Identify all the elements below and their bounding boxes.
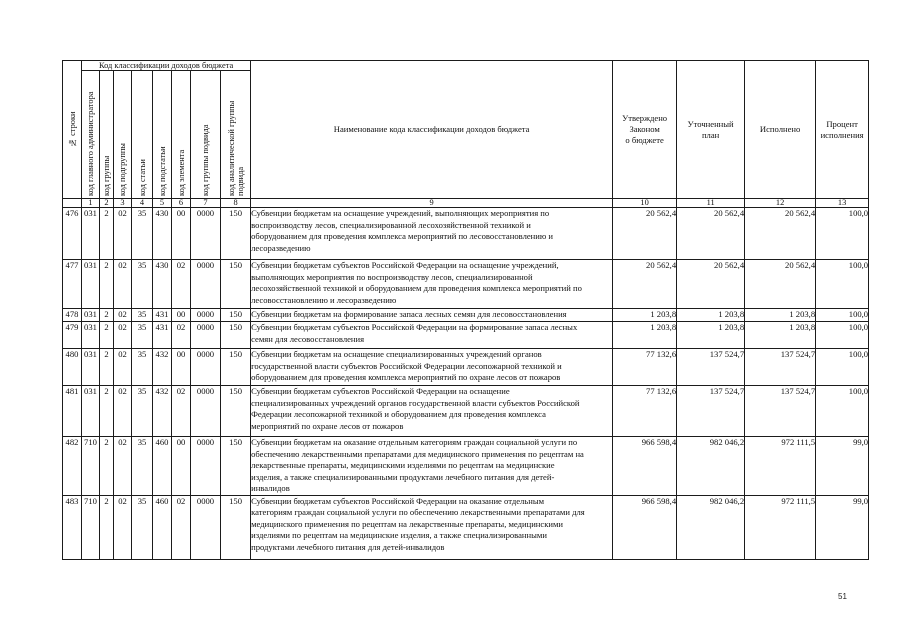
header-approved — [613, 61, 677, 199]
executed-amount-cell: 20 562,4 — [745, 208, 816, 260]
income-name-line: оборудованием для проведения комплекса мероприятий по лесовосстановлению и — [251, 231, 554, 241]
revised-plan-amount-cell: 137 524,7 — [677, 349, 745, 386]
column-number: 6 — [172, 199, 191, 208]
group-code-cell: 2 — [100, 437, 114, 496]
income-name-line: воспроизводству лесов, специализированной лесохозяйственной техникой и — [251, 219, 531, 230]
column-number: 12 — [745, 199, 816, 208]
subgroup-code-cell: 02 — [114, 309, 132, 322]
header-income-name: Наименование кода классификации доходов бюджета — [251, 61, 613, 199]
revised-plan-amount-cell: 1 203,8 — [677, 309, 745, 322]
header-subgroup-code-label: код подгруппы — [118, 143, 127, 196]
revised-plan-amount-cell: 982 046,2 — [677, 437, 745, 496]
element-code-cell: 00 — [172, 309, 191, 322]
row-number-cell: 481 — [63, 386, 82, 437]
article-code-cell: 35 — [132, 349, 153, 386]
subtype-group-code-cell: 0000 — [191, 260, 221, 309]
element-code-cell: 00 — [172, 208, 191, 260]
income-name-line: мероприятий по охране лесов от пожаров — [251, 420, 404, 431]
income-name-line: изделия, а также специализированными продуктами лечебного питания для детей- — [251, 471, 555, 482]
admin-code-cell: 031 — [82, 260, 100, 309]
article-code-cell: 35 — [132, 208, 153, 260]
header-percent-line: исполнения — [820, 129, 864, 140]
header-subarticle-code-label: код подстатьи — [157, 146, 167, 196]
income-name-line: лесовосстановлению и лесоразведению — [251, 294, 397, 305]
income-name-line: государственной власти субъектов Российской Федерации лесопожарной техникой и — [251, 360, 562, 371]
header-revised-plan — [677, 61, 745, 199]
analytic-group-code-cell: 150 — [221, 349, 251, 386]
revised-plan-amount-cell: 1 203,8 — [677, 322, 745, 349]
column-number: 3 — [114, 199, 132, 208]
table-row — [63, 322, 869, 349]
header-analytic-group-code — [221, 71, 251, 199]
analytic-group-code-cell: 150 — [221, 437, 251, 496]
article-code-cell: 35 — [132, 322, 153, 349]
header-subtype-group-code — [191, 71, 221, 199]
admin-code-cell: 031 — [82, 349, 100, 386]
header-approved-line: Утверждено — [622, 113, 668, 123]
header-row-number — [63, 61, 82, 199]
subarticle-code-cell: 432 — [153, 386, 172, 437]
income-name-line: Субвенции бюджетам субъектов Российской Федерации на оснащение — [251, 386, 510, 396]
subgroup-code-cell: 02 — [114, 437, 132, 496]
income-name-line: Субвенции бюджетам субъектов Российской Федерации на формирование запаса лесных — [251, 322, 578, 332]
execution-percent-cell: 100,0 — [816, 322, 869, 349]
subgroup-code-cell: 02 — [114, 495, 132, 559]
header-admin-code-label: код главного администратора — [86, 91, 95, 196]
analytic-group-code-cell: 150 — [221, 495, 251, 559]
subtype-group-code-cell: 0000 — [191, 349, 221, 386]
element-code-cell: 02 — [172, 322, 191, 349]
analytic-group-code-cell: 150 — [221, 208, 251, 260]
header-article-code-label: код статьи — [137, 159, 147, 196]
income-name-line: семян для лесовосстановления — [251, 333, 365, 344]
column-number: 2 — [100, 199, 114, 208]
row-number-cell: 480 — [63, 349, 82, 386]
column-number: 1 — [82, 199, 100, 208]
income-name-line: лесоразведению — [251, 242, 311, 253]
income-name-line: изделиями по рецептам на медицинские изделия, а также специализированными — [251, 530, 547, 540]
subgroup-code-cell: 02 — [114, 208, 132, 260]
row-number-cell: 479 — [63, 322, 82, 349]
execution-percent-cell: 100,0 — [816, 349, 869, 386]
subtype-group-code-cell: 0000 — [191, 309, 221, 322]
page-number: 51 — [838, 592, 847, 601]
revised-plan-amount-cell: 137 524,7 — [677, 386, 745, 437]
article-code-cell: 35 — [132, 386, 153, 437]
element-code-cell: 02 — [172, 260, 191, 309]
executed-amount-cell: 972 111,5 — [745, 437, 816, 496]
subtype-group-code-cell: 0000 — [191, 386, 221, 437]
table-body — [63, 208, 869, 560]
column-number-row — [63, 199, 869, 208]
income-name-line: Субвенции бюджетам субъектов Российской Федерации на оказание отдельным — [251, 495, 545, 506]
header-classification-code: Код классификации доходов бюджета — [82, 61, 251, 71]
approved-amount-cell: 20 562,4 — [613, 260, 677, 309]
header-row-number-label: № строки — [67, 110, 77, 147]
admin-code-cell: 031 — [82, 322, 100, 349]
subgroup-code-cell: 02 — [114, 260, 132, 309]
income-name-line: Субвенции бюджетам субъектов Российской Федерации на оснащение учреждений, — [251, 260, 559, 270]
article-code-cell: 35 — [132, 437, 153, 496]
table-row — [63, 437, 869, 496]
table-row — [63, 349, 869, 386]
admin-code-cell: 031 — [82, 309, 100, 322]
income-name-line: Субвенции бюджетам на оснащение учреждений, выполняющих мероприятия по — [251, 208, 550, 218]
income-name-cell — [251, 309, 613, 322]
subgroup-code-cell: 02 — [114, 322, 132, 349]
execution-percent-cell: 100,0 — [816, 208, 869, 260]
executed-amount-cell: 1 203,8 — [745, 309, 816, 322]
executed-amount-cell: 137 524,7 — [745, 386, 816, 437]
header-group-code-label: код группы — [102, 155, 111, 196]
income-name-line: Субвенции бюджетам на оказание отдельным категориям граждан социальной услуги по — [251, 437, 578, 447]
subarticle-code-cell: 430 — [153, 208, 172, 260]
group-code-cell: 2 — [100, 495, 114, 559]
admin-code-cell: 031 — [82, 208, 100, 260]
column-number: 11 — [677, 199, 745, 208]
header-element-code — [172, 71, 191, 199]
article-code-cell: 35 — [132, 309, 153, 322]
column-number: 10 — [613, 199, 677, 208]
income-name-cell — [251, 322, 613, 349]
header-execution-percent — [816, 61, 869, 199]
admin-code-cell: 031 — [82, 386, 100, 437]
subtype-group-code-cell: 0000 — [191, 322, 221, 349]
group-code-cell: 2 — [100, 309, 114, 322]
column-number: 9 — [251, 199, 613, 208]
row-number-cell: 476 — [63, 208, 82, 260]
header-approved-line: Законом — [629, 124, 660, 134]
header-group-code — [100, 71, 114, 199]
income-name-line: лесохозяйственной техникой и оборудованием для проведения комплекса мероприятий по — [251, 283, 582, 293]
table-row — [63, 386, 869, 437]
row-number-cell: 483 — [63, 495, 82, 559]
income-name-cell — [251, 437, 613, 496]
budget-income-table — [62, 60, 869, 560]
subtype-group-code-cell: 0000 — [191, 208, 221, 260]
header-revised-plan-line: Уточненный — [687, 118, 734, 129]
executed-amount-cell: 1 203,8 — [745, 322, 816, 349]
element-code-cell: 00 — [172, 437, 191, 496]
element-code-cell: 00 — [172, 349, 191, 386]
group-code-cell: 2 — [100, 322, 114, 349]
group-code-cell: 2 — [100, 260, 114, 309]
analytic-group-code-cell: 150 — [221, 322, 251, 349]
execution-percent-cell: 99,0 — [816, 437, 869, 496]
income-name-line: категориям граждан социальной услуги по обеспечению лекарственными препаратами для — [251, 507, 585, 517]
element-code-cell: 02 — [172, 386, 191, 437]
revised-plan-amount-cell: 20 562,4 — [677, 260, 745, 309]
subarticle-code-cell: 431 — [153, 309, 172, 322]
header-approved-line: о бюджете — [625, 135, 664, 145]
column-number: 7 — [191, 199, 221, 208]
header-admin-code — [82, 71, 100, 199]
approved-amount-cell: 966 598,4 — [613, 437, 677, 496]
article-code-cell: 35 — [132, 495, 153, 559]
income-name-line: обеспечению лекарственными препаратами для медицинского применения по рецептам на — [251, 448, 584, 459]
subarticle-code-cell: 432 — [153, 349, 172, 386]
header-subarticle-code — [153, 71, 172, 199]
column-number-blank — [63, 199, 82, 208]
analytic-group-code-cell: 150 — [221, 386, 251, 437]
executed-amount-cell: 972 111,5 — [745, 495, 816, 559]
approved-amount-cell: 20 562,4 — [613, 208, 677, 260]
income-name-line: оборудованием для проведения комплекса мероприятий по охране лесов от пожаров — [251, 372, 561, 382]
table-row — [63, 495, 869, 559]
income-name-cell — [251, 386, 613, 437]
column-number: 13 — [816, 199, 869, 208]
approved-amount-cell: 77 132,6 — [613, 386, 677, 437]
executed-amount-cell: 20 562,4 — [745, 260, 816, 309]
subarticle-code-cell: 460 — [153, 495, 172, 559]
header-executed: Исполнено — [745, 61, 816, 199]
header-article-code — [132, 71, 153, 199]
income-name-cell — [251, 495, 613, 559]
income-name-cell — [251, 349, 613, 386]
header-subtype-group-code-label: код группы подвида — [201, 124, 210, 196]
income-name-cell — [251, 208, 613, 260]
revised-plan-amount-cell: 20 562,4 — [677, 208, 745, 260]
income-name-line: медицинского применения по рецептам на лекарственные препараты, медицинскими — [251, 518, 564, 529]
column-number: 5 — [153, 199, 172, 208]
execution-percent-cell: 99,0 — [816, 495, 869, 559]
header-subgroup-code — [114, 71, 132, 199]
approved-amount-cell: 1 203,8 — [613, 322, 677, 349]
subtype-group-code-cell: 0000 — [191, 495, 221, 559]
group-code-cell: 2 — [100, 349, 114, 386]
subarticle-code-cell: 431 — [153, 322, 172, 349]
admin-code-cell: 710 — [82, 437, 100, 496]
approved-amount-cell: 1 203,8 — [613, 309, 677, 322]
subtype-group-code-cell: 0000 — [191, 437, 221, 496]
subgroup-code-cell: 02 — [114, 386, 132, 437]
header-percent-line: Процент — [826, 118, 858, 129]
income-name-cell — [251, 260, 613, 309]
income-name-line: выполняющих мероприятия по воспроизводству лесов, специализированной — [251, 271, 533, 282]
subarticle-code-cell: 430 — [153, 260, 172, 309]
approved-amount-cell: 77 132,6 — [613, 349, 677, 386]
row-number-cell: 482 — [63, 437, 82, 496]
header-analytic-group-code-label: код аналитической группы подвида — [226, 100, 245, 196]
executed-amount-cell: 137 524,7 — [745, 349, 816, 386]
column-number: 8 — [221, 199, 251, 208]
income-name-line: Федерации лесопожарной техникой и оборудованием для проведения комплекса — [251, 409, 546, 419]
element-code-cell: 02 — [172, 495, 191, 559]
column-number: 4 — [132, 199, 153, 208]
analytic-group-code-cell: 150 — [221, 260, 251, 309]
subgroup-code-cell: 02 — [114, 349, 132, 386]
table-row — [63, 309, 869, 322]
income-name-line: продуктами лечебного питания для детей-инвалидов — [251, 541, 445, 552]
subarticle-code-cell: 460 — [153, 437, 172, 496]
header-revised-plan-line: план — [701, 129, 720, 140]
header-element-code-label: код элемента — [176, 149, 186, 196]
revised-plan-amount-cell: 982 046,2 — [677, 495, 745, 559]
income-name-line: Субвенции бюджетам на оснащение специализированных учреждений органов — [251, 349, 542, 359]
table-row — [63, 208, 869, 260]
article-code-cell: 35 — [132, 260, 153, 309]
approved-amount-cell: 966 598,4 — [613, 495, 677, 559]
row-number-cell: 478 — [63, 309, 82, 322]
admin-code-cell: 710 — [82, 495, 100, 559]
execution-percent-cell: 100,0 — [816, 386, 869, 437]
execution-percent-cell: 100,0 — [816, 309, 869, 322]
group-code-cell: 2 — [100, 208, 114, 260]
income-name-line: инвалидов — [251, 483, 290, 493]
income-name-line: Субвенции бюджетам на формирование запаса лесных семян для лесовосстановления — [251, 309, 567, 319]
table-row — [63, 260, 869, 309]
analytic-group-code-cell: 150 — [221, 309, 251, 322]
row-number-cell: 477 — [63, 260, 82, 309]
income-name-line: специализированных учреждений органов государственной власти субъектов Российской — [251, 397, 580, 408]
execution-percent-cell: 100,0 — [816, 260, 869, 309]
income-name-line: лекарственные препараты, медицинскими изделиями по рецептам на медицинские — [251, 460, 555, 470]
group-code-cell: 2 — [100, 386, 114, 437]
